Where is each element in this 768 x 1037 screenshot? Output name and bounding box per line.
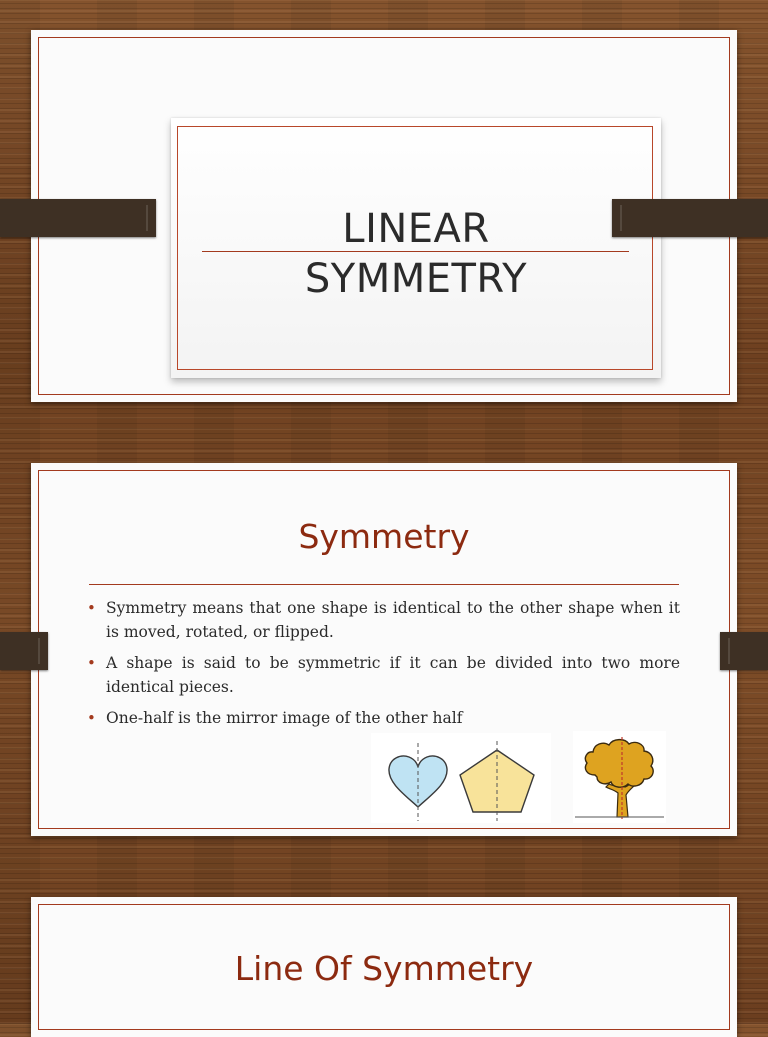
- slide-tab-left: [0, 199, 156, 237]
- bullet-icon: •: [87, 654, 96, 672]
- bullet-icon: •: [87, 599, 96, 617]
- title-card: [171, 118, 661, 378]
- slide-title-line-1: LINEAR: [342, 206, 490, 252]
- tree-image: [573, 731, 666, 823]
- slide-title: [171, 204, 661, 304]
- bullet-icon: •: [87, 709, 96, 727]
- slide-tab-right: [612, 199, 768, 237]
- bullet-text: Symmetry means that one shape is identical to the other shape when it is moved, rotated, or flipped.: [106, 599, 680, 641]
- symmetry-slide: [31, 463, 737, 836]
- slide-tab-right: [720, 632, 768, 670]
- line-of-symmetry-slide: [31, 897, 737, 1037]
- bullet-list: [87, 596, 680, 737]
- slide-tab-left: [0, 632, 48, 670]
- pentagon-icon: [460, 741, 534, 821]
- bullet-item: [87, 651, 680, 699]
- slide-heading: Line Of Symmetry: [234, 949, 534, 988]
- slide-heading: Symmetry: [298, 517, 470, 556]
- bullet-text: One-half is the mirror image of the other half: [106, 709, 463, 727]
- bullet-item: [87, 596, 680, 644]
- heading-divider: [89, 584, 679, 585]
- heart-icon: [389, 743, 447, 821]
- shapes-illustration: [371, 733, 551, 823]
- bullet-text: A shape is said to be symmetric if it can be divided into two more identical pieces.: [106, 654, 680, 696]
- bullet-item: [87, 706, 680, 730]
- tree-icon: [573, 731, 666, 823]
- shapes-image: [371, 733, 551, 823]
- slide-title-line-2: SYMMETRY: [304, 256, 528, 302]
